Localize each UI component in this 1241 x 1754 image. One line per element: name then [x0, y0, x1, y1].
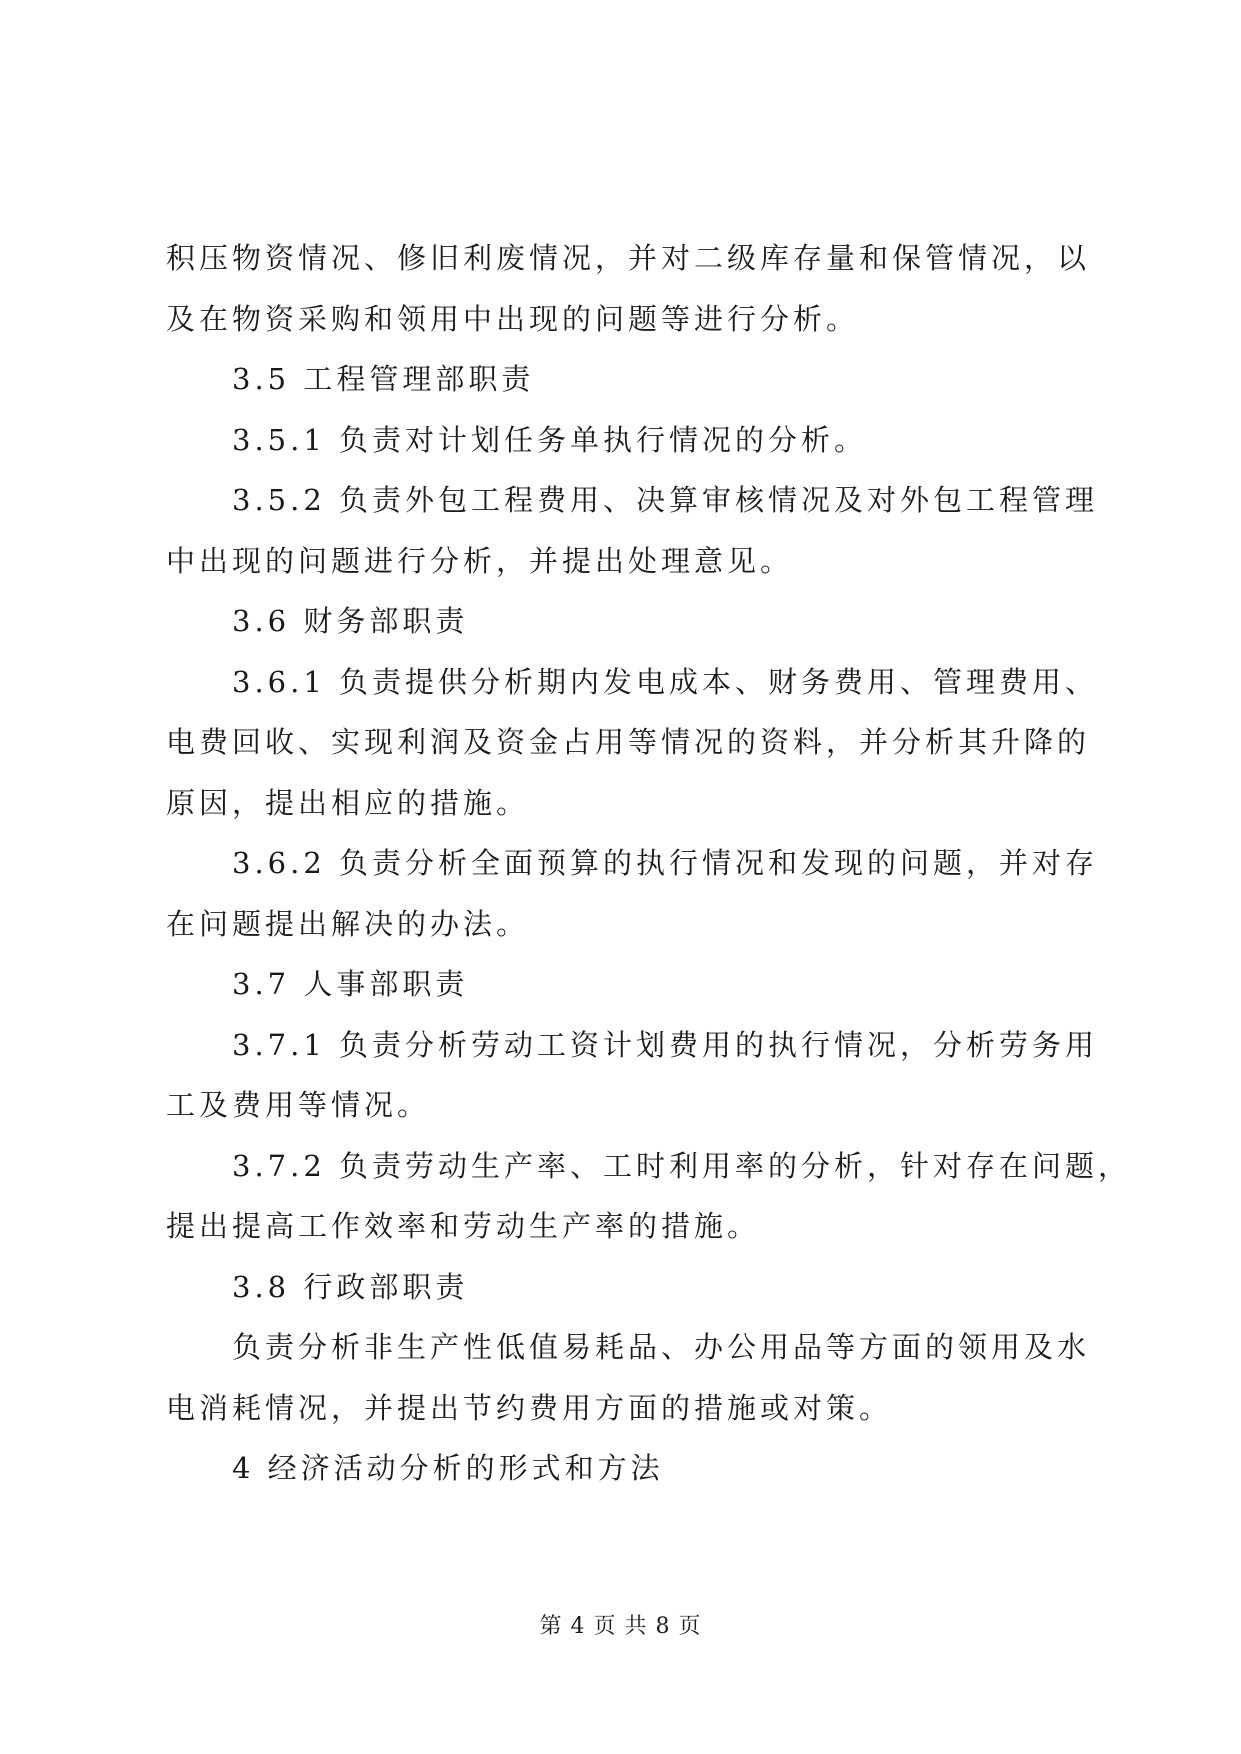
- text-line: 电消耗情况，并提出节约费用方面的措施或对策。: [166, 1390, 893, 1425]
- text-line: 负责分析非生产性低值易耗品、办公用品等方面的领用及水: [232, 1330, 1091, 1364]
- section-heading: 3.8 行政部职责: [232, 1269, 469, 1304]
- text-line: 3.6.2 负责分析全面预算的执行情况和发现的问题，并对存: [232, 846, 1099, 880]
- text-line: 中出现的问题进行分析，并提出处理意见。: [166, 543, 794, 578]
- section-heading: 3.6 财务部职责: [232, 604, 469, 638]
- text-line: 及在物资采购和领用中出现的问题等进行分析。: [166, 301, 860, 336]
- text-line: 3.7.1 负责分析劳动工资计划费用的执行情况，分析劳务用: [232, 1027, 1099, 1062]
- text-line: 3.6.1 负责提供分析期内发电成本、财务费用、管理费用、: [232, 664, 1099, 699]
- text-line: 提出提高工作效率和劳动生产率的措施。: [166, 1209, 761, 1243]
- text-line: 积压物资情况、修旧利废情况，并对二级库存量和保管情况，以: [166, 241, 1091, 275]
- text-line: 3.5.1 负责对计划任务单执行情况的分析。: [232, 422, 868, 457]
- section-heading: 4 经济活动分析的形式和方法: [232, 1451, 664, 1485]
- text-line: 在问题提出解决的办法。: [166, 906, 530, 941]
- section-heading: 3.5 工程管理部职责: [232, 362, 535, 396]
- document-body: [166, 228, 1132, 1499]
- text-line: 3.5.2 负责外包工程费用、决算审核情况及对外包工程管理: [232, 483, 1099, 517]
- text-line: 电费回收、实现利润及资金占用等情况的资料，并分析其升降的: [166, 725, 1091, 759]
- section-heading: 3.7 人事部职责: [232, 967, 469, 1001]
- page-number-footer: 第 4 页 共 8 页: [539, 1614, 702, 1639]
- text-line: 3.7.2 负责劳动生产率、工时利用率的分析，针对存在问题，: [232, 1148, 1132, 1183]
- text-line: 原因，提出相应的措施。: [166, 785, 530, 820]
- text-line: 工及费用等情况。: [166, 1088, 431, 1122]
